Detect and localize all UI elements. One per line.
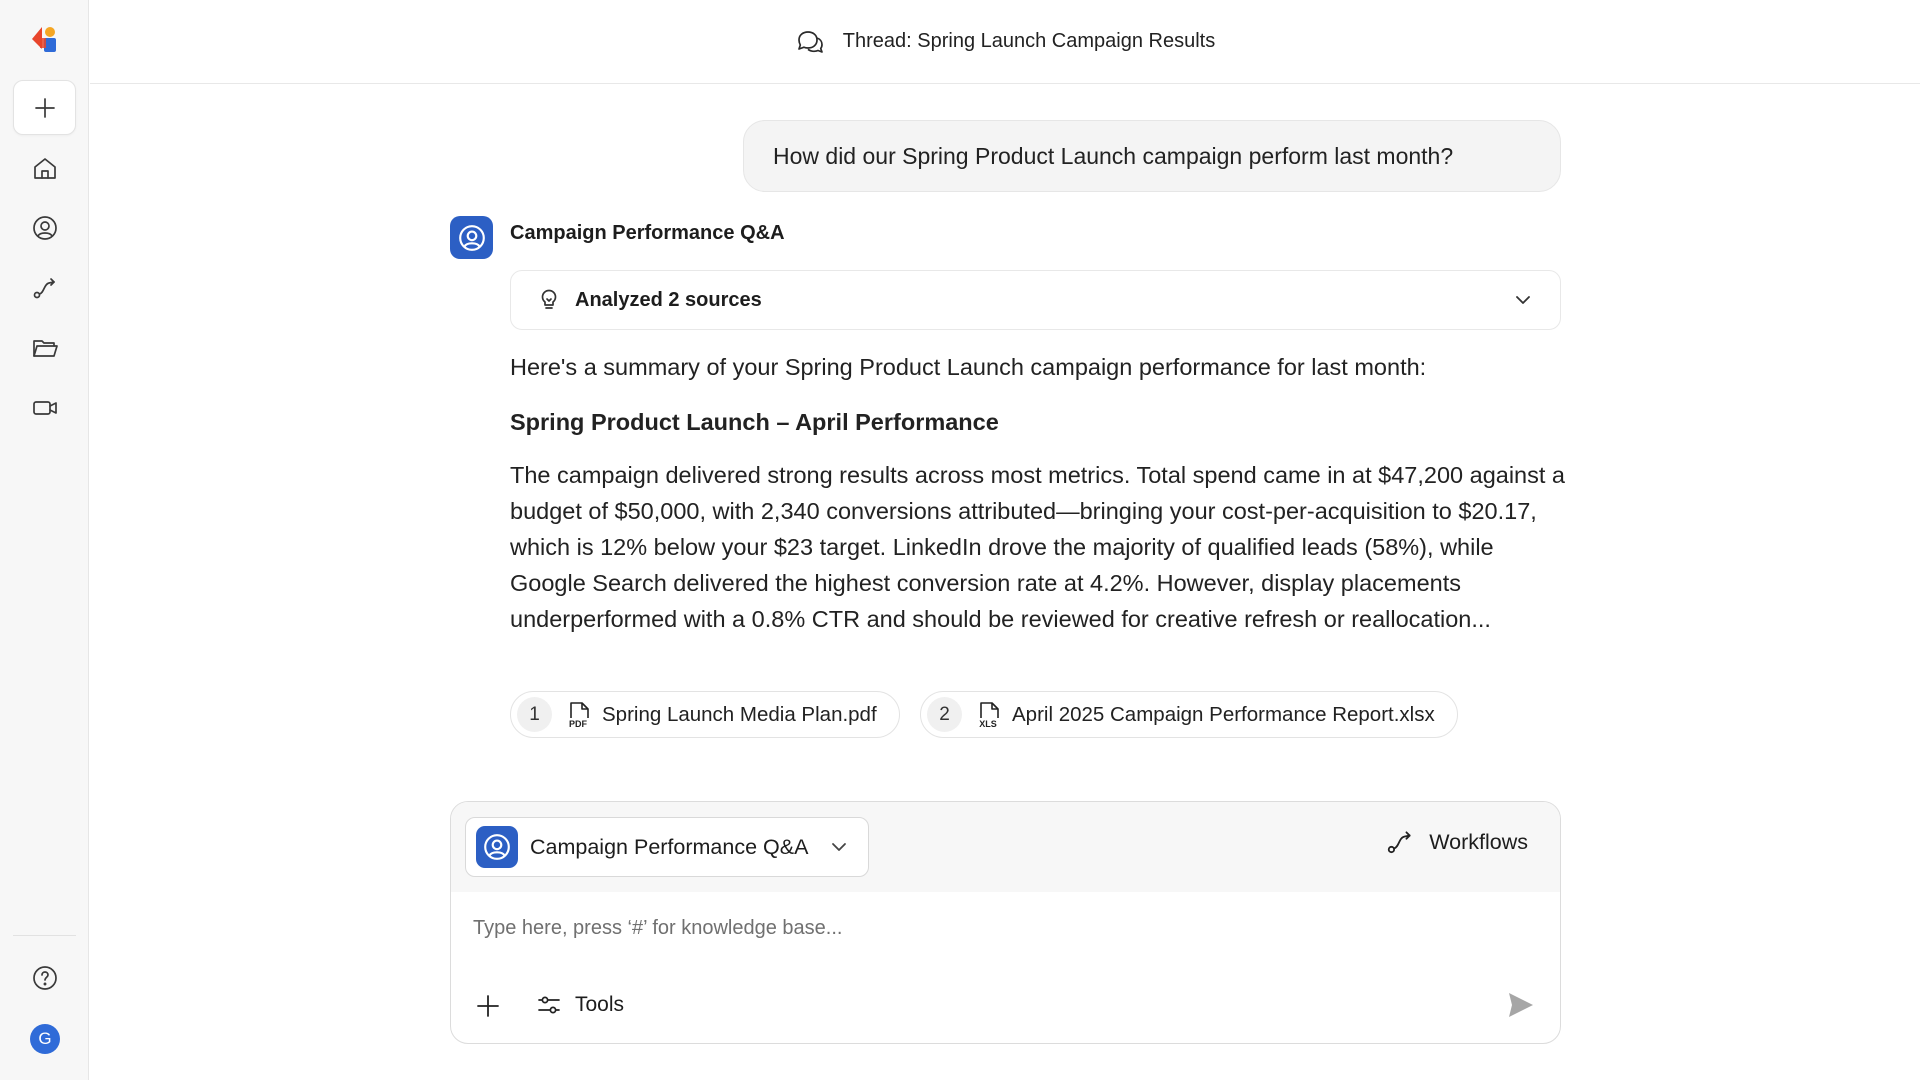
workflows-button[interactable] — [1385, 827, 1528, 857]
sidebar-item-agents[interactable] — [13, 200, 76, 255]
file-type-label: XLS — [979, 718, 997, 729]
help-icon — [31, 964, 59, 992]
attach-button[interactable] — [473, 991, 503, 1021]
agent-selector[interactable] — [465, 817, 869, 877]
user-circle-icon — [482, 832, 512, 862]
sources-label: Analyzed 2 sources — [575, 288, 762, 311]
home-icon — [31, 154, 59, 182]
chat-bubbles-icon — [795, 27, 825, 57]
assistant-avatar — [450, 216, 493, 259]
tools-label: Tools — [575, 993, 625, 1016]
user-message: How did our Spring Product Launch campaign perform last month? — [743, 120, 1561, 192]
sidebar-item-video[interactable] — [13, 380, 76, 435]
sidebar-item-home[interactable] — [13, 140, 76, 195]
help-button[interactable] — [13, 950, 76, 1005]
agent-name: Campaign Performance Q&A — [530, 834, 809, 859]
message-input[interactable] — [473, 917, 1533, 940]
file-type-label: PDF — [569, 718, 587, 729]
citation-number: 1 — [517, 697, 552, 732]
sliders-icon — [535, 991, 563, 1019]
citation-chip[interactable] — [920, 691, 1458, 738]
citation-label: April 2025 Campaign Performance Report.xlsx — [1012, 702, 1435, 726]
analyzed-sources-toggle[interactable] — [510, 270, 1561, 330]
citation-chip[interactable] — [510, 691, 900, 738]
answer-intro: Here's a summary of your Spring Product Launch campaign performance for last month: — [510, 354, 1427, 380]
user-avatar[interactable]: G — [30, 1024, 60, 1054]
sidebar-item-files[interactable] — [13, 320, 76, 375]
assistant-name: Campaign Performance Q&A — [510, 222, 785, 244]
message-composer — [450, 801, 1561, 1044]
sidebar-divider — [13, 935, 76, 936]
user-circle-icon — [457, 223, 487, 253]
send-button[interactable] — [1504, 989, 1538, 1023]
workflow-icon — [31, 274, 59, 302]
plus-icon — [31, 94, 59, 122]
pdf-file-icon — [566, 701, 592, 729]
workflow-icon — [1385, 827, 1415, 857]
agent-avatar — [476, 826, 518, 868]
chevron-down-icon — [1512, 289, 1534, 311]
workflows-label: Workflows — [1429, 829, 1528, 854]
citation-number: 2 — [927, 697, 962, 732]
thread-header — [90, 0, 1920, 84]
answer-heading: Spring Product Launch – April Performance — [510, 409, 999, 435]
plus-icon — [473, 991, 503, 1021]
answer-paragraph: The campaign delivered strong results across most metrics. Total spend came in at $47,200 against a budget of $50,000, with 2,340 conversions attributed—bringing your cost-per-acquisition to $20.17, which is 12% below your $23 target. LinkedIn drove the majority of qualified leads (58%), while Google Search delivered the highest conversion rate at 4.2%. However, display placements underperformed with a 0.8% CTR and should be reviewed for creative refresh or reallocation... — [510, 462, 1565, 632]
tools-button[interactable] — [535, 991, 624, 1019]
video-icon — [31, 394, 59, 422]
user-circle-icon — [31, 214, 59, 242]
folder-icon — [31, 334, 59, 362]
chevron-down-icon — [828, 836, 850, 858]
sidebar — [0, 0, 89, 1080]
new-thread-button[interactable] — [13, 80, 76, 135]
send-icon — [1504, 989, 1536, 1021]
xls-file-icon — [976, 701, 1002, 729]
composer-toolbar — [451, 802, 1560, 892]
sidebar-item-workflows[interactable] — [13, 260, 76, 315]
lightbulb-icon — [537, 288, 561, 312]
thread-title: Thread: Spring Launch Campaign Results — [842, 30, 1216, 52]
citation-label: Spring Launch Media Plan.pdf — [602, 702, 877, 726]
app-logo[interactable] — [30, 25, 60, 55]
